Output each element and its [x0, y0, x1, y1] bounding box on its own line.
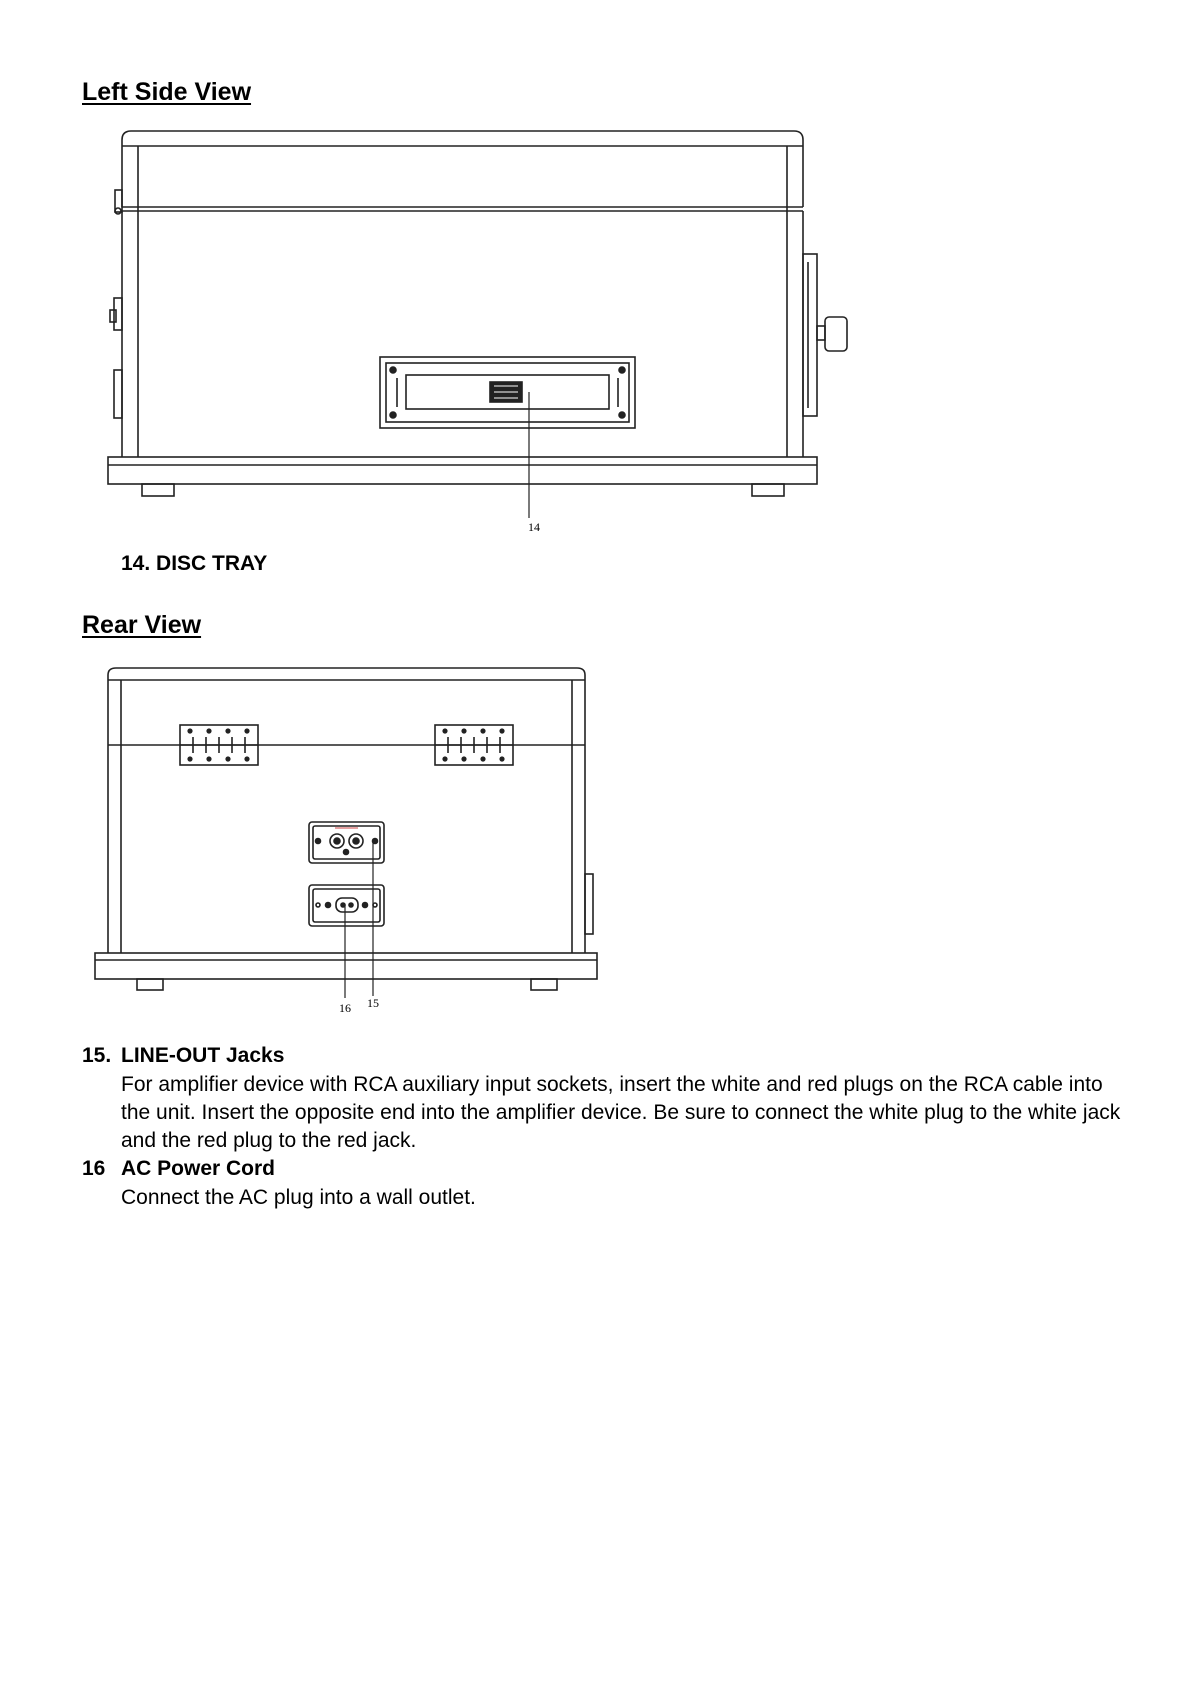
left-side-view-heading: Left Side View — [82, 78, 252, 106]
item-15-number: 15. — [82, 1044, 112, 1067]
item-15-description: For amplifier device with RCA auxiliary input sockets, insert the white and red plugs on the RCA cable into the unit. Insert the opposite end into the amplifier device. Be sure to connect the white plug to the white jack and the red plug to the red jack. — [121, 1073, 1121, 1152]
rear-view-heading: Rear View — [82, 611, 202, 639]
item-15-title: LINE-OUT Jacks — [121, 1044, 285, 1067]
rear-view-diagram — [0, 660, 1190, 1020]
callout-14-label: 14 — [528, 520, 540, 534]
item-16-number: 16 — [82, 1157, 106, 1180]
callout-16-label: 16 — [339, 1001, 351, 1015]
callout-15-label: 15 — [367, 996, 379, 1010]
left-side-view-diagram — [0, 0, 1190, 560]
item-16-description: Connect the AC plug into a wall outlet. — [121, 1186, 476, 1209]
disc-tray-caption: 14. DISC TRAY — [121, 552, 268, 575]
item-16-title: AC Power Cord — [121, 1157, 276, 1180]
